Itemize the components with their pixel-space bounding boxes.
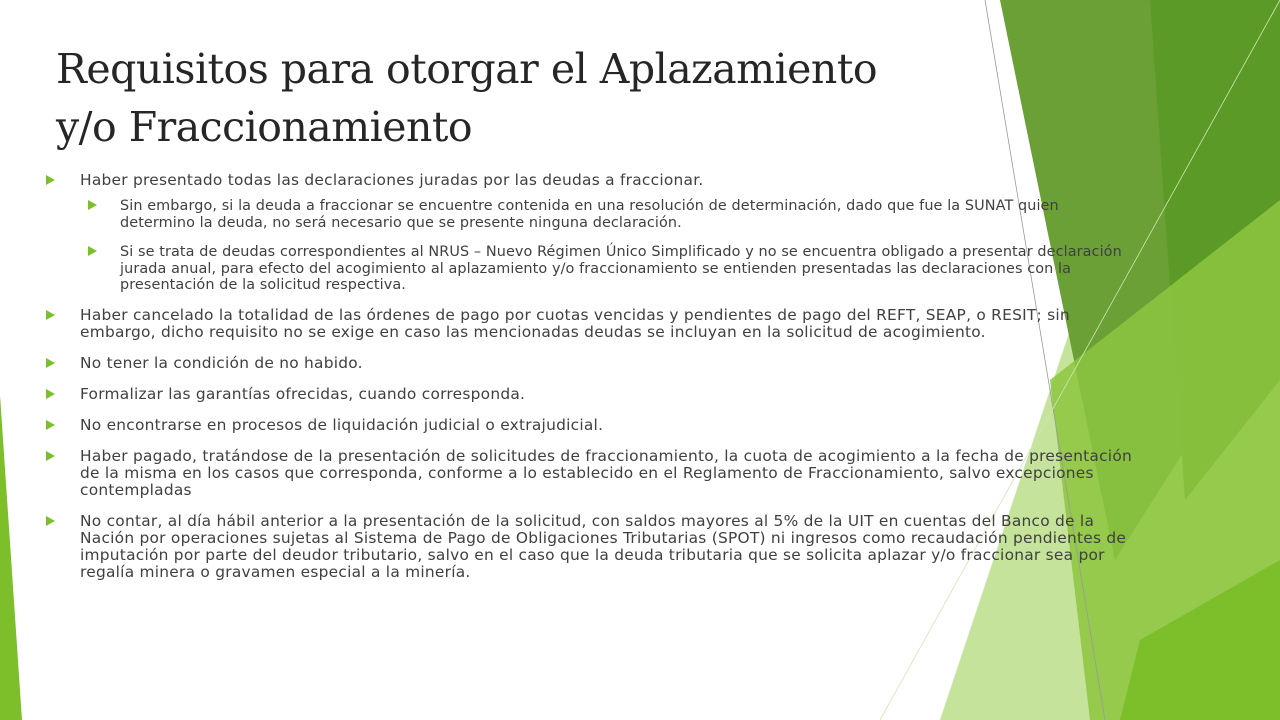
arrow-bullet-icon — [46, 310, 55, 320]
bullet-list — [46, 172, 1136, 595]
left-green-facet — [0, 395, 22, 720]
arrow-bullet-icon — [88, 200, 97, 210]
bullet-item — [46, 417, 1136, 434]
bullet-item — [46, 307, 1136, 341]
arrow-bullet-icon — [46, 175, 55, 185]
bullet-item — [46, 172, 1136, 189]
bullet-item — [46, 386, 1136, 403]
bullet-text: Si se trata de deudas correspondientes al NRUS – Nuevo Régimen Único Simplificado y no se encuentra obligado a presentar declaración jurada anual, para efecto del acogimiento al aplazamiento y/o fraccionamiento se entienden presentadas las declaraciones con la presentación de la solicitud respectiva. — [120, 244, 1122, 293]
bullet-item — [46, 355, 1136, 372]
bullet-text: No tener la condición de no habido. — [80, 353, 363, 372]
arrow-bullet-icon — [46, 516, 55, 526]
arrow-bullet-icon — [46, 420, 55, 430]
slide-title — [56, 40, 956, 156]
bullet-text: No contar, al día hábil anterior a la presentación de la solicitud, con saldos mayores al 5% de la UIT en cuentas del Banco de la Nación por operaciones sujetas al Sistema de Pago de Obligaciones Tributarias (SPOT) ni ingresos como recaudación pendientes de imputación por parte del deudor tributario, salvo en el caso que la deuda tributaria que se solicita aplazar y/o fraccionar sea por regalía minera o gravamen especial a la minería. — [80, 511, 1127, 581]
title-line-1: Requisitos para otorgar el Aplazamiento — [56, 45, 877, 93]
sub-bullet-item — [88, 198, 1136, 231]
bullet-text: Haber pagado, tratándose de la presentación de solicitudes de fraccionamiento, la cuota de acogimiento a la fecha de presentación de la misma en los casos que corresponda, conforme a lo establecido en el Reglamento de Fraccionamiento, salvo excepciones contempladas — [80, 446, 1132, 499]
bullet-item — [46, 513, 1136, 581]
arrow-bullet-icon — [46, 451, 55, 461]
bullet-text: Sin embargo, si la deuda a fraccionar se encuentre contenida en una resolución de determinación, dado que fue la SUNAT quien determino la deuda, no será necesario que se presente ninguna declaración. — [120, 198, 1059, 231]
arrow-bullet-icon — [46, 389, 55, 399]
bullet-text: No encontrarse en procesos de liquidación judicial o extrajudicial. — [80, 415, 604, 434]
bullet-text: Haber presentado todas las declaraciones juradas por las deudas a fraccionar. — [80, 171, 704, 189]
bullet-text: Formalizar las garantías ofrecidas, cuando corresponda. — [80, 384, 526, 403]
title-line-2: y/o Fraccionamiento — [56, 103, 473, 151]
bullet-text: Haber cancelado la totalidad de las órdenes de pago por cuotas vencidas y pendientes de pago del REFT, SEAP, o RESIT; sin embargo, dicho requisito no se exige en caso las mencionadas deudas se incluyan en la solicitud de acogimiento. — [80, 305, 1070, 341]
arrow-bullet-icon — [46, 358, 55, 368]
bullet-item — [46, 448, 1136, 499]
sub-bullet-item — [88, 244, 1136, 294]
arrow-bullet-icon — [88, 246, 97, 256]
